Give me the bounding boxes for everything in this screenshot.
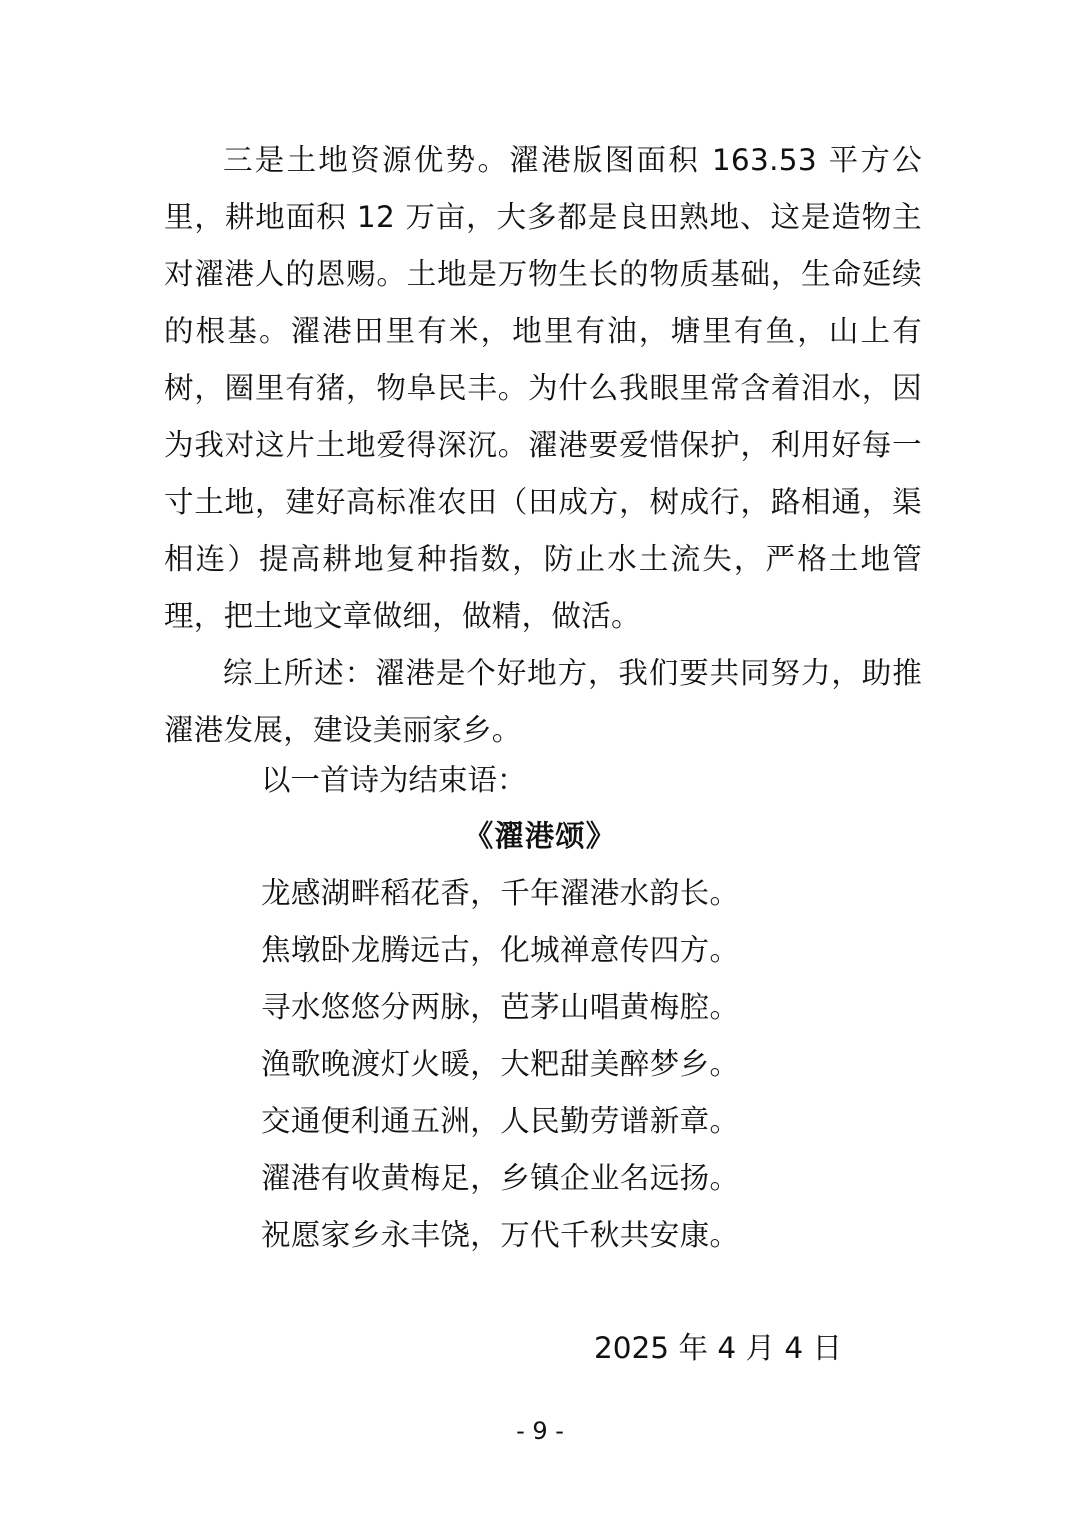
poem-line: 龙感湖畔稻花香，千年濯港水韵长。: [261, 876, 740, 910]
poem-line: 焦墩卧龙腾远古，化城禅意传四方。: [261, 933, 740, 967]
poem-line: 寻水悠悠分两脉，芭茅山唱黄梅腔。: [261, 990, 740, 1024]
poem-line: 交通便利通五洲，人民勤劳谱新章。: [261, 1104, 740, 1138]
poem-line: 祝愿家乡永丰饶，万代千秋共安康。: [261, 1218, 740, 1252]
poem-line: 渔歌晚渡灯火暖，大粑甜美醉梦乡。: [261, 1047, 740, 1081]
poem-line: 濯港有收黄梅足，乡镇企业名远扬。: [261, 1161, 740, 1195]
paragraph-summary: 综上所述：濯港是个好地方，我们要共同努力，助推濯港发展，建设美丽家乡。: [164, 656, 922, 747]
poem-title: 《濯港颂》: [463, 819, 617, 853]
document-date: 2025 年 4 月 4 日: [594, 1331, 842, 1365]
paragraph-land-resources: 三是土地资源优势。濯港版图面积 163.53 平方公里，耕地面积 12 万亩，大多都是良田熟地、这是造物主对濯港人的恩赐。土地是万物生长的物质基础，生命延续的根基。濯港田里有米，地里有油，塘里有鱼，山上有树，圈里有猪，物阜民丰。为什么我眼里常含着泪水，因为我对这片土地爱得深沉。濯港要爱惜保护，利用好每一寸土地，建好高标准农田（田成方，树成行，路相通，渠相连）提高耕地复种指数，防止水土流失，严格土地管理，把土地文章做细，做精，做活。: [164, 143, 922, 633]
poem-body: [261, 865, 739, 1264]
body-text: [164, 132, 922, 759]
poem-intro: 以一首诗为结束语：: [261, 763, 527, 797]
page-number: - 9 -: [516, 1417, 564, 1445]
